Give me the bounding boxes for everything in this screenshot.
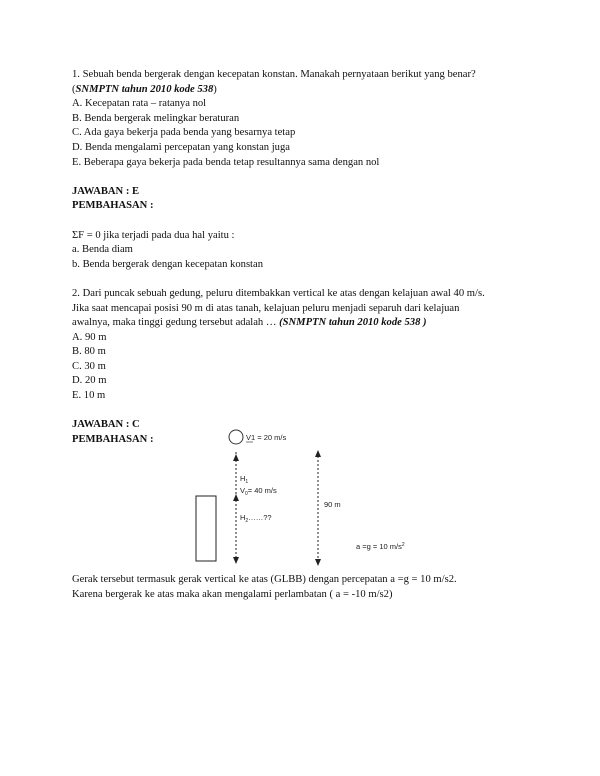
- q2-stem-1: Jika saat mencapai posisi 90 m di atas tanah, kelajuan peluru menjadi separuh dari kelajuan: [72, 302, 460, 314]
- q1-source-open: (: [72, 83, 76, 95]
- bullet-circle: [229, 430, 243, 444]
- height-label: 90 m: [324, 500, 341, 509]
- v0-label: $V_0= 40$ m/s: [240, 486, 277, 497]
- q2-stem-last: [72, 316, 542, 331]
- q1-option-b: B. Benda bergerak melingkar beraturan: [72, 112, 240, 124]
- q2-after: [72, 573, 542, 602]
- q2-source: (SNMPTN tahun 2010 kode 538 ): [279, 317, 427, 329]
- q1-source-close: ): [213, 83, 217, 95]
- projectile-diagram: [190, 424, 450, 569]
- q1-source: SNMPTN tahun 2010 kode 538: [75, 83, 214, 95]
- q2-after-1: Karena bergerak ke atas maka akan mengalami perlambatan ( a = -10 m/s2): [72, 588, 393, 600]
- v1-label: V1 = 20 m/s: [246, 433, 287, 442]
- q2-option-c: C. 30 m: [72, 360, 106, 372]
- diagram-svg: [190, 424, 450, 569]
- q1-source-line: [72, 83, 542, 98]
- h1-label: $H_1$: [240, 474, 249, 485]
- q1-option-c: C. Ada gaya bekerja pada benda yang besarnya tetap: [72, 127, 296, 139]
- question-page: [72, 68, 542, 447]
- height-bottom-arrow: [315, 559, 321, 566]
- q2-option-b: B. 80 m: [72, 346, 106, 358]
- accel-label: a =g = 10 $m/s^2$: [356, 542, 405, 551]
- h2-label: $H_2\dots\dots$??: [240, 513, 272, 524]
- q1-stem: 1. Sebuah benda bergerak dengan kecepatan konstan. Manakah pernyataan berikut yang benar?: [72, 69, 476, 80]
- q2-option-e: E. 10 m: [72, 390, 106, 402]
- q2-after-0: Gerak tersebut termasuk gerak vertical ke atas (GLBB) dengan percepatan a =g = 10 m/s2.: [72, 574, 457, 585]
- bottom-arrow: [233, 557, 239, 564]
- q1-option-e: E. Beberapa gaya bekerja pada benda tetap resultannya sama dengan nol: [72, 156, 380, 168]
- q1-discussion-1: a. Benda diam: [72, 244, 133, 256]
- launch-arrow: [233, 494, 239, 501]
- q2-stem-0: 2. Dari puncak sebuah gedung, peluru ditembakkan vertical ke atas dengan kelajuan awal 40 m/s.: [72, 287, 485, 299]
- height-top-arrow: [315, 450, 321, 457]
- q2-stem-last-text: awalnya, maka tinggi gedung tersebut adalah …: [72, 317, 280, 329]
- q2-option-d: D. 20 m: [72, 375, 107, 387]
- building-rect: [196, 496, 216, 561]
- q2-option-a: A. 90 m: [72, 331, 107, 343]
- q1-discussion-0: ΣF = 0 jika terjadi pada dua hal yaitu :: [72, 229, 235, 241]
- top-arrow: [233, 454, 239, 461]
- q1-discussion-2: b. Benda bergerak dengan kecepatan konstan: [72, 258, 264, 270]
- q2-answer: JAWABAN : C: [72, 419, 140, 431]
- q1-answer: JAWABAN : E: [72, 185, 140, 197]
- q1-option-a: A. Kecepatan rata – ratanya nol: [72, 98, 207, 110]
- q1-discussion-label: PEMBAHASAN :: [72, 200, 154, 212]
- q2-discussion-label: PEMBAHASAN :: [72, 433, 154, 445]
- q1-option-d: D. Benda mengalami percepatan yang konstan juga: [72, 141, 290, 153]
